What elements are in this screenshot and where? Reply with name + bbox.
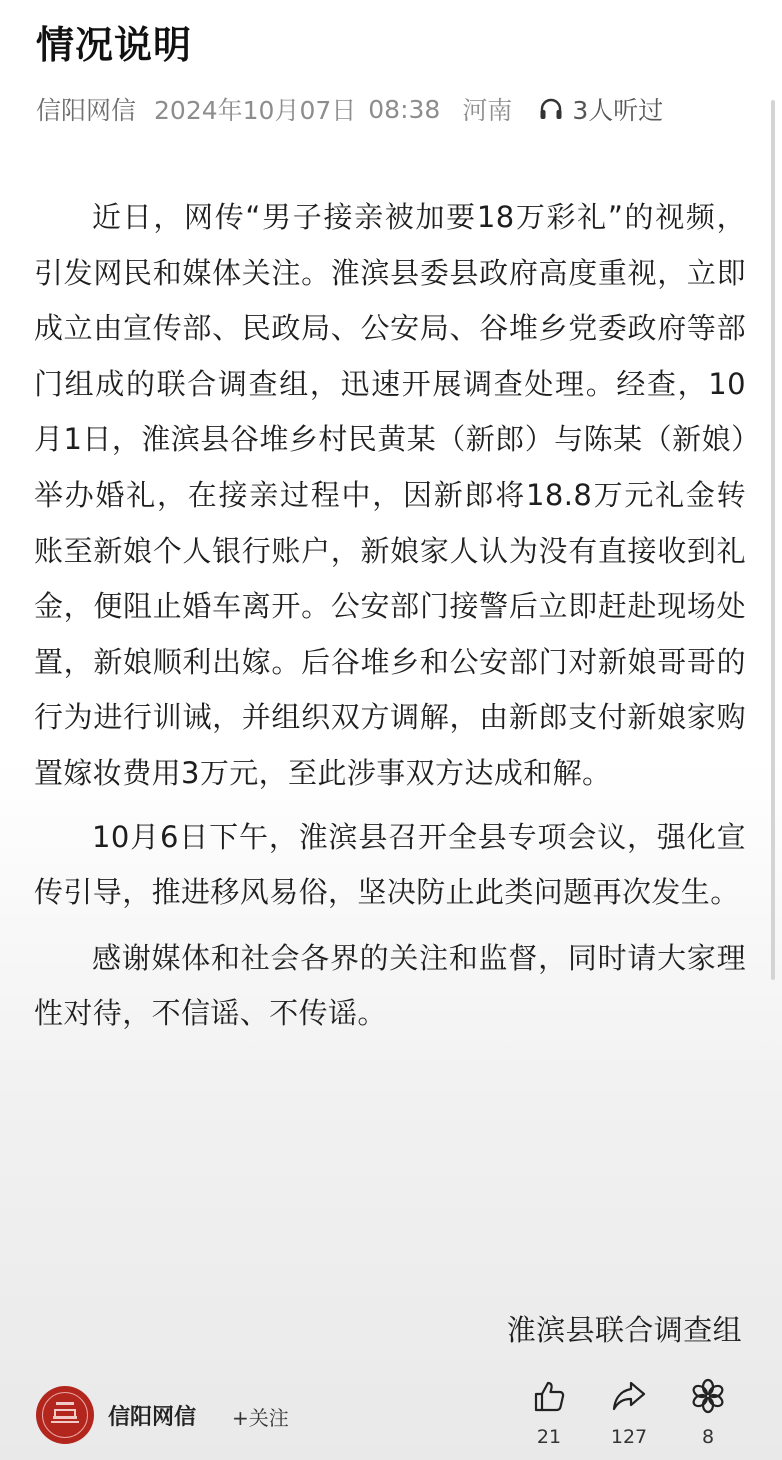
thumbs-up-icon [531,1378,567,1414]
paragraph: 感谢媒体和社会各界的关注和监督，同时请大家理性对待，不信谣、不传谣。 [34,940,746,1031]
headphones-icon [538,97,564,121]
flower-icon [690,1378,726,1414]
article-signature: 淮滨县联合调查组 [506,1313,742,1347]
scrollbar[interactable] [771,100,775,980]
follow-button[interactable]: +关注 [232,1406,289,1430]
like-count: 21 [536,1426,562,1448]
article-meta [36,92,663,126]
like-button[interactable] [519,1378,579,1448]
paragraph: 近日，网传“男子接亲被加要18万彩礼”的视频，引发网民和媒体关注。淮滨县委县政府高度重视，立即成立由宣传部、民政局、公安局、谷堆乡党委政府等部门组成的联合调查组，迅速开展调查处理。经查，10月1日，淮滨县谷堆乡村民黄某（新郎）与陈某（新娘）举办婚礼，在接亲过程中，因新郎将18.8万元礼金转账至新娘个人银行账户，新娘家人认为没有直接收到礼金，便阻止婚车离开。公安部门接警后立即赶赴现场处置，新娘顺利出嫁。后谷堆乡和公安部门对新娘哥哥的行为进行训诫，并组织双方调解，由新郎支付新娘家购置嫁妆费用3万元，至此涉事双方达成和解。 [34,200,746,790]
article-body [34,190,746,1042]
account-name[interactable]: 信阳网信 [108,1405,197,1430]
source-name[interactable]: 信阳网信 [36,96,137,125]
collect-button[interactable] [678,1378,738,1448]
logo-emblem-icon [36,1386,94,1444]
bottom-bar [0,1370,782,1460]
share-count: 127 [610,1426,648,1448]
paragraph: 10月6日下午，淮滨县召开全县专项会议，强化宣传引导，推进移风易俗，坚决防止此类问题再次发生。 [34,819,746,910]
publish-date: 2024年10月07日 [154,96,357,125]
share-arrow-icon [611,1378,647,1414]
listen-count: 3人听过 [572,96,664,125]
avatar[interactable] [36,1386,94,1444]
collect-count: 8 [701,1426,715,1448]
listen-button[interactable] [538,91,663,127]
page-title: 情况说明 [36,23,193,67]
region-label: 河南 [462,96,513,125]
publish-time: 08:38 [368,94,441,124]
share-button[interactable] [599,1378,659,1448]
